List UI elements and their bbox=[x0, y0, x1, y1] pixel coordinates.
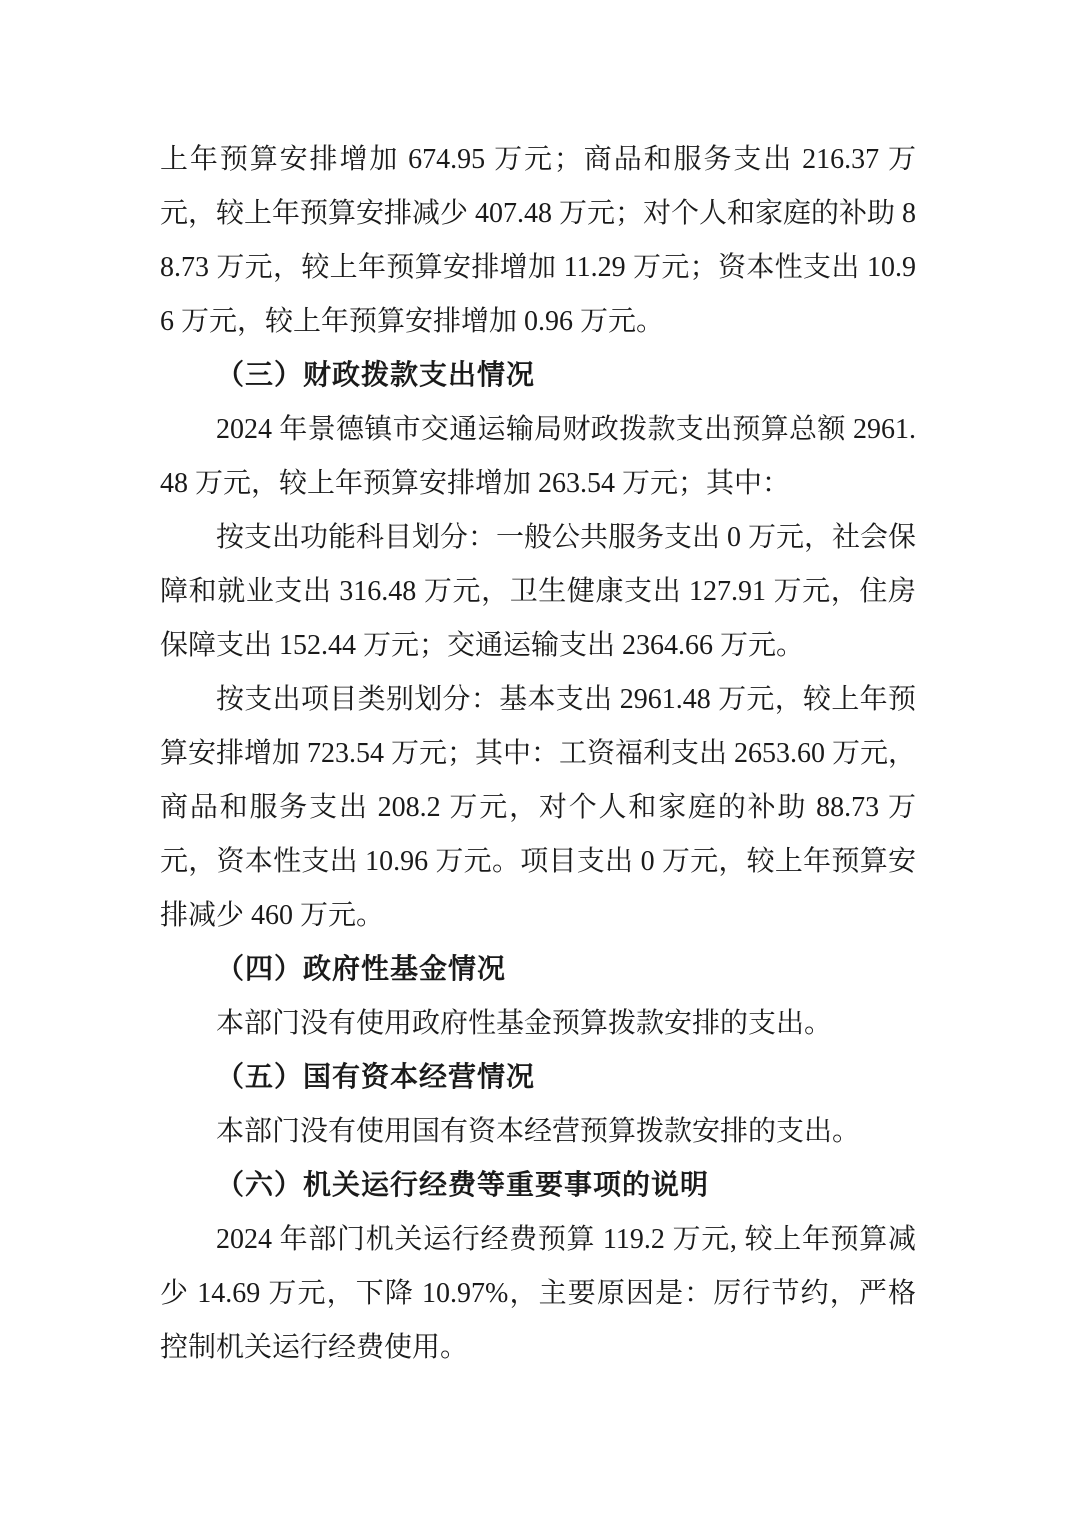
paragraph-expenditure-by-category: 按支出项目类别划分：基本支出 2961.48 万元，较上年预算安排增加 723.54 万元；其中：工资福利支出 2653.60 万元，商品和服务支出 208.2 万元，对个人和家庭的补助 88.73 万元，资本性支出 10.96 万元。项目支出 0 万元，较上年预算安排减少 460 万元。 bbox=[160, 684, 917, 931]
heading-section-five-state-capital-operations: （五）国有资本经营情况 bbox=[216, 1062, 536, 1093]
heading-section-four-government-funds: （四）政府性基金情况 bbox=[216, 954, 507, 985]
paragraph-operating-expenses-detail: 2024 年部门机关运行经费预算 119.2 万元, 较上年预算减少 14.69 万元，下降 10.97%，主要原因是：厉行节约，严格控制机关运行经费使用。 bbox=[160, 1224, 916, 1363]
document-content bbox=[160, 133, 916, 1375]
heading-section-six-operating-expenses-notes: （六）机关运行经费等重要事项的说明 bbox=[216, 1170, 710, 1201]
paragraph-fiscal-allocation-total: 2024 年景德镇市交通运输局财政拨款支出预算总额 2961.48 万元，较上年预算安排增加 263.54 万元；其中： bbox=[160, 414, 916, 499]
paragraph-state-capital-statement: 本部门没有使用国有资本经营预算拨款安排的支出。 bbox=[216, 1116, 861, 1147]
paragraph-government-funds-statement: 本部门没有使用政府性基金预算拨款安排的支出。 bbox=[216, 1008, 833, 1039]
paragraph-expenditure-by-function: 按支出功能科目划分：一般公共服务支出 0 万元，社会保障和就业支出 316.48 万元，卫生健康支出 127.91 万元，住房保障支出 152.44 万元；交通运输支出 2364.66 万元。 bbox=[160, 522, 917, 661]
paragraph-budget-comparison-continued: 上年预算安排增加 674.95 万元；商品和服务支出 216.37 万元，较上年预算安排减少 407.48 万元；对个人和家庭的补助 88.73 万元，较上年预算安排增加 11.29 万元；资本性支出 10.96 万元，较上年预算安排增加 0.96 万元。 bbox=[160, 144, 917, 337]
heading-section-three-fiscal-allocation-expenditure: （三）财政拨款支出情况 bbox=[216, 360, 536, 391]
